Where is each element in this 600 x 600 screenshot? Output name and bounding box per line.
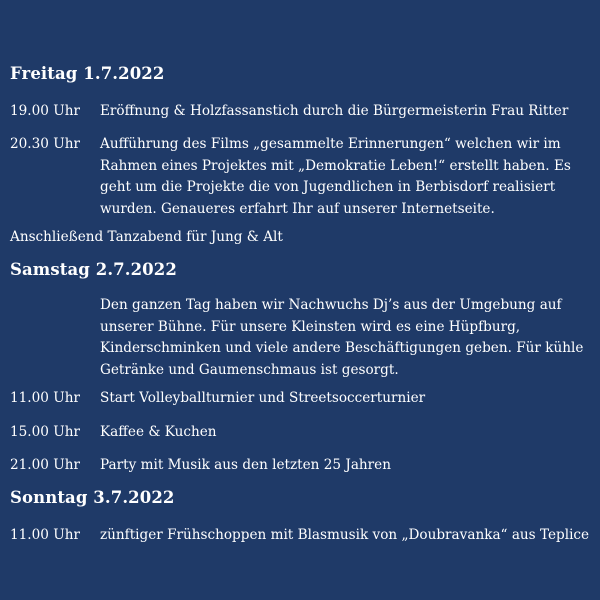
- event-time: 11.00 Uhr: [10, 390, 80, 406]
- event-description: Eröffnung & Holzfassanstich durch die Bürgermeisterin Frau Ritter: [100, 103, 569, 119]
- event-description: Aufführung des Films „gesammelte Erinnerungen“ welchen wir im Rahmen eines Projektes mit „Demokratie Leben!“ erstellt haben. Es geht um die Projekte die von Jugendlichen in Berbisdorf realisiert wurden. Genaueres erfahrt Ihr auf unserer Internetseite.: [100, 136, 571, 217]
- schedule-row: [10, 525, 595, 547]
- event-description: Start Volleyballturnier und Streetsoccerturnier: [100, 390, 426, 406]
- schedule-row: [10, 295, 595, 383]
- event-description: zünftiger Frühschoppen mit Blasmusik von „Doubravanka“ aus Teplice: [100, 527, 590, 543]
- event-note: Anschließend Tanzabend für Jung & Alt: [10, 229, 283, 245]
- event-time: 11.00 Uhr: [10, 527, 80, 543]
- event-time: 19.00 Uhr: [10, 103, 80, 119]
- day-heading-friday: Freitag 1.7.2022: [10, 64, 165, 83]
- day-heading-saturday: Samstag 2.7.2022: [10, 260, 177, 279]
- schedule-row: [10, 134, 595, 222]
- event-time: 21.00 Uhr: [10, 457, 80, 473]
- schedule-row: [10, 455, 595, 477]
- schedule-row: [10, 422, 595, 444]
- event-time: 15.00 Uhr: [10, 424, 80, 440]
- schedule-row: [10, 388, 595, 410]
- event-time: 20.30 Uhr: [10, 136, 80, 152]
- event-description: Party mit Musik aus den letzten 25 Jahren: [100, 457, 391, 473]
- event-description: Kaffee & Kuchen: [100, 424, 217, 440]
- day-heading-sunday: Sonntag 3.7.2022: [10, 488, 175, 507]
- day-intro: Den ganzen Tag haben wir Nachwuchs Dj’s aus der Umgebung auf unserer Bühne. Für unsere Kleinsten wird es eine Hüpfburg, Kinderschminken und viele andere Beschäftigungen geben. Für kühle Getränke und Gaumenschmaus ist gesorgt.: [100, 297, 584, 378]
- schedule-row: [10, 101, 595, 123]
